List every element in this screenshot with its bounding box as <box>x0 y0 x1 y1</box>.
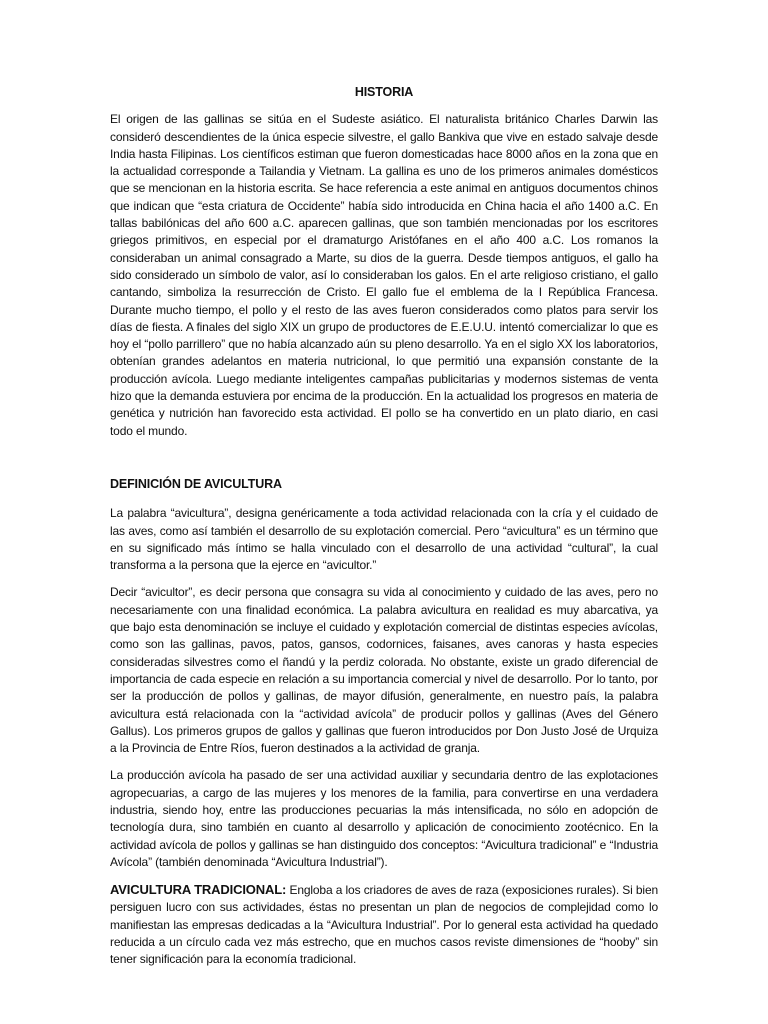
definicion-paragraph-3: La producción avícola ha pasado de ser una actividad auxiliar y secundaria dentro de las explotaciones agropecuarias, a cargo de las mujeres y los menores de la familia, para convertirse en una verdadera industria, siendo hoy, entre las producciones pecuarias la más intensificada, no sólo en adopción de tecnología dura, sino también en cuanto al desarrollo y aplicación de conocimiento zootécnico. En la actividad avícola de pollos y gallinas se han distinguido dos conceptos: “Avicultura tradicional” e “Industria Avícola” (también denominada “Avicultura Industrial”). <box>110 768 658 869</box>
historia-heading: HISTORIA <box>354 85 414 99</box>
historia-paragraph: El origen de las gallinas se sitúa en el Sudeste asiático. El naturalista británico Charles Darwin las consideró descendientes de la única especie silvestre, el gallo Bankiva que vive en estado salvaje desde India hasta Filipinas. Los científicos estiman que fueron domesticadas hace 8000 años en la zona que en la actualidad corresponde a Tailandia y Vietnam. La gallina es uno de los primeros animales domésticos que se mencionan en la historia escrita. Se hace referencia a este animal en antiguos documentos chinos que indican que “esta criatura de Occidente” había sido introducida en China hacia el año 1400 a.C. En tallas babilónicas del año 600 a.C. aparecen gallinas, que son también mencionadas por los escritores griegos primitivos, en especial por el dramaturgo Aristófanes en el año 400 a.C. Los romanos la consideraban un animal consagrado a Marte, su dios de la guerra. Desde tiempos antiguos, el gallo ha sido considerado un símbolo de valor, así lo consideraban los galos. En el arte religioso cristiano, el gallo cantando, simboliza la resurrección de Cristo. El gallo fue el emblema de la I República Francesa. Durante mucho tiempo, el pollo y el resto de las aves fueron considerados como platos para servir los días de fiesta. A finales del siglo XIX un grupo de productores de E.E.U.U. intentó comercializar lo que es hoy el “pollo parrillero” que no había alcanzado aún su pleno desarrollo. Ya en el siglo XX los laboratorios, obtenían grandes adelantos en materia nutricional, lo que permitió una expansión constante de la producción avícola. Luego mediante inteligentes campañas publicitarias y modernos sistemas de venta hizo que la demanda estuviera por encima de la producción. En la actualidad los progresos en materia de genética y nutrición han favorecido esta actividad. El pollo se ha convertido en un plato diario, en casi todo el mundo. <box>110 112 658 438</box>
definicion-paragraph-2: Decir “avicultor”, es decir persona que consagra su vida al conocimiento y cuidado de las aves, pero no necesariamente con una finalidad económica. La palabra avicultura en realidad es muy abarcativa, ya que bajo esta denominación se incluye el cuidado y explotación comercial de distintas especies avícolas, como son las gallinas, pavos, patos, gansos, codornices, faisanes, aves canoras y hasta especies consideradas silvestres como el ñandú y la perdiz colorada. No obstante, existe un grado diferencial de importancia de cada especie en relación a su importancia comercial y nivel de desarrollo. Por lo tanto, por ser la producción de pollos y gallinas, de mayor difusión, generalmente, en nuestro país, la palabra avicultura está relacionada con la “actividad avícola” de producir pollos y gallinas (Aves del Género Gallus). Los primeros grupos de gallos y gallinas que fueron introducidos por Don Justo José de Urquiza a la Provincia de Entre Ríos, fueron destinados a la actividad de granja. <box>110 585 658 756</box>
avicultura-tradicional-body: Engloba a los criadores de aves de raza (exposiciones rurales). Si bien persiguen lucro con sus actividades, éstas no presentan un plan de negocios de complejidad como lo manifiestan las empresas dedicadas a la “Avicultura Industrial”. Por lo general esta actividad ha quedado reducida a un círculo cada vez más estrecho, que en muchos casos reviste dimensiones de “hooby” sin tener significación para la economía tradicional. <box>110 883 658 967</box>
definicion-paragraph-1: La palabra “avicultura”, designa genéricamente a toda actividad relacionada con la cría y el cuidado de las aves, como así también el desarrollo de su explotación comercial. Pero “avicultura” es un término que en su significado más íntimo se halla vinculado con el desarrollo de una actividad “cultural”, la cual transforma a la persona que la ejerce en “avicultor.” <box>110 506 658 573</box>
avicultura-tradicional-paragraph <box>110 881 658 968</box>
definicion-heading: DEFINICIÓN DE AVICULTURA <box>110 476 282 491</box>
avicultura-tradicional-heading: AVICULTURA TRADICIONAL: <box>110 882 287 898</box>
